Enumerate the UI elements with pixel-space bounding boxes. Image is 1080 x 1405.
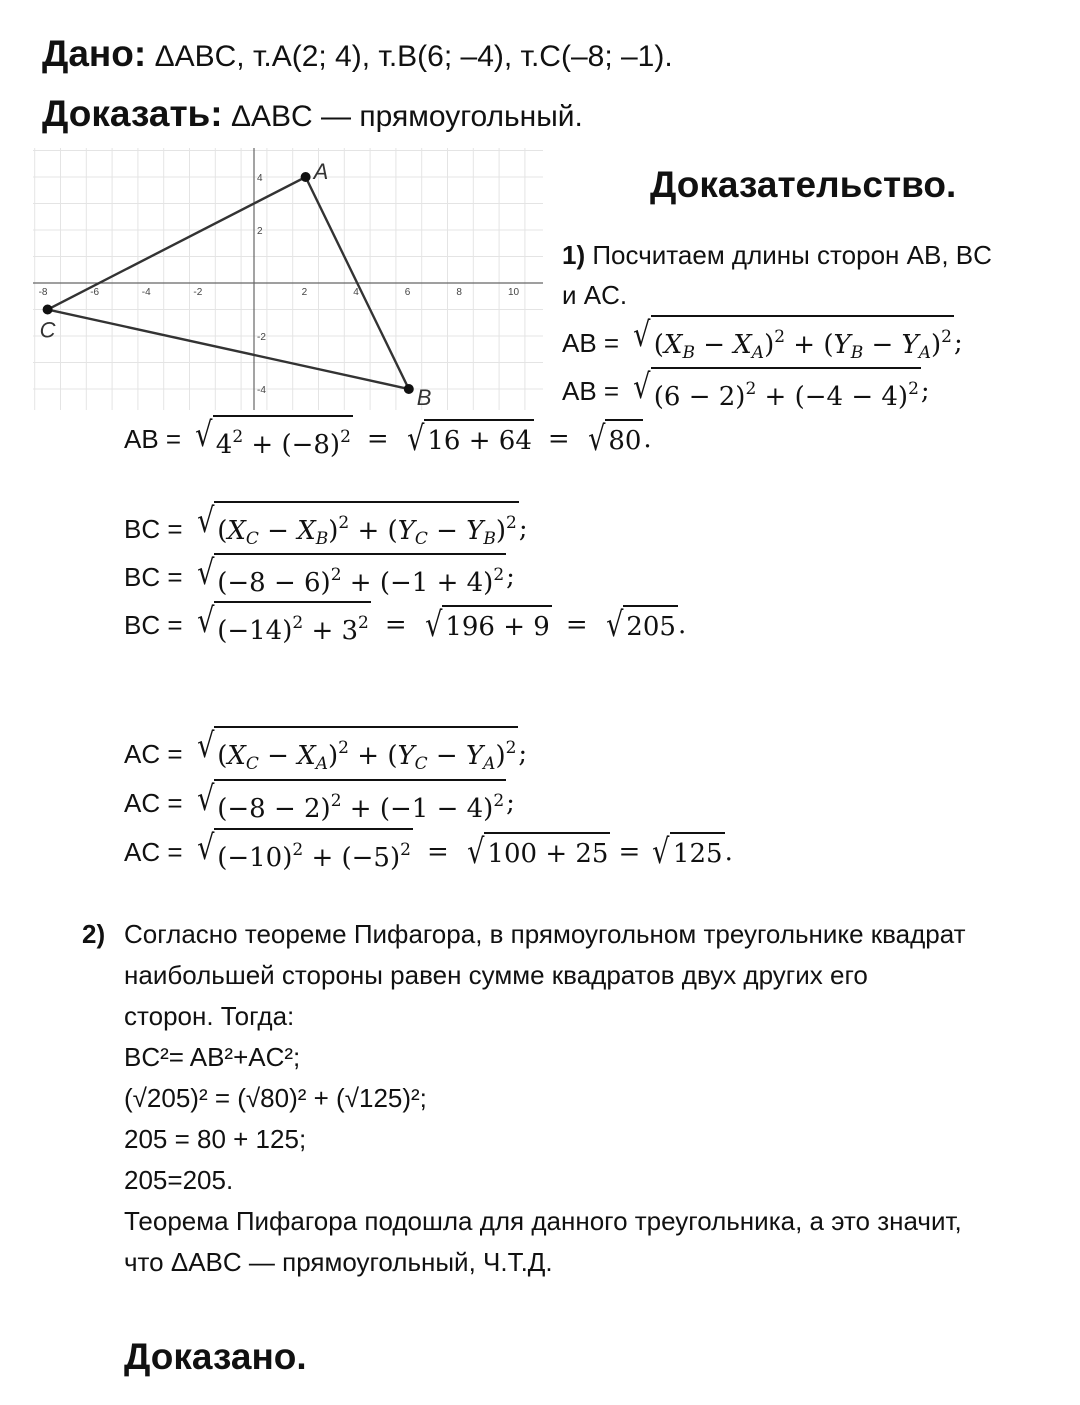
- prove-text: ΔABC — прямоугольный.: [230, 100, 583, 133]
- ab-formula-general: AB = √ $(X_B - X_A)^2 + (Y_B - Y_A)^2$ ;: [562, 320, 963, 366]
- point-label-c: C: [39, 317, 56, 343]
- given-label: Дано:: [42, 33, 147, 74]
- x-tick-label: 4: [353, 287, 359, 298]
- conclusion: Доказано.: [124, 1336, 307, 1377]
- x-tick-label: 6: [404, 287, 411, 298]
- point-label-a: A: [313, 159, 329, 184]
- step2-line: сторон. Тогда:: [124, 1001, 295, 1031]
- given-text: ΔABC, т.A(2; 4), т.B(6; –4), т.C(–8; –1).: [154, 40, 673, 73]
- step2-line: (√205)² = (√80)² + (√125)²;: [124, 1083, 427, 1113]
- ab-lhs: AB =: [562, 327, 620, 358]
- bc-formula-substituted: BC = √ $(-8 - 6)^2 + (-1 + 4)^2$ ;: [124, 554, 515, 600]
- ab-result: AB = √ $4^2 + (-8)^2$ = √ 16 + 64 = √ 80 .: [124, 416, 652, 462]
- step1-line1: [562, 235, 992, 275]
- y-tick-label: 2: [257, 226, 263, 237]
- x-tick-label: 10: [508, 287, 520, 298]
- step2-number: 2): [82, 919, 106, 949]
- step2-line: Согласно теореме Пифагора, в прямоугольном треугольнике квадрат: [124, 919, 966, 949]
- x-tick-label: 2: [301, 287, 308, 298]
- prove-label: Доказать:: [42, 93, 223, 134]
- x-tick-label: -8: [38, 287, 48, 298]
- y-tick-label: 4: [257, 173, 263, 184]
- point-label-b: B: [416, 385, 432, 410]
- step1-number: 1): [562, 240, 586, 270]
- step1-text1: Посчитаем длины сторон AB, BC: [592, 240, 992, 270]
- y-tick-label: -4: [257, 385, 266, 396]
- point-c: [43, 305, 53, 315]
- ab-general-sqrt: √ $(X_B - X_A)^2 + (Y_B - Y_A)^2$: [631, 315, 954, 371]
- bc-formula-general: BC = √ $(X_C - X_B)^2 + (Y_C - Y_B)^2$ ;: [124, 506, 528, 552]
- step2-line: Теорема Пифагора подошла для данного треугольника, а это значит,: [124, 1206, 962, 1236]
- ac-formula-general: AC = √ $(X_C - X_A)^2 + (Y_C - Y_A)^2$ ;: [124, 731, 527, 777]
- point-a: [301, 172, 311, 182]
- step1-line2: и AC.: [562, 280, 628, 310]
- step2-line: BC²= AB²+AC²;: [124, 1042, 301, 1072]
- x-tick-label: -4: [141, 287, 151, 298]
- step2-paragraph: [124, 914, 966, 1283]
- step2-line: что ΔABC — прямоугольный, Ч.Т.Д.: [124, 1247, 553, 1277]
- ab-formula-substituted: AB = √ $(6 - 2)^2 + (-4 - 4)^2$ ;: [562, 368, 930, 414]
- step2-line: 205 = 80 + 125;: [124, 1124, 307, 1154]
- ac-formula-substituted: AC = √ $(-8 - 2)^2 + (-1 - 4)^2$ ;: [124, 780, 515, 826]
- step2-line: наибольшей стороны равен сумме квадратов двух других его: [124, 960, 868, 990]
- point-b: [404, 384, 414, 394]
- x-tick-label: -2: [193, 287, 203, 298]
- x-tick-label: 8: [456, 287, 462, 298]
- coordinate-figure: [33, 148, 543, 410]
- ac-result: AC = √ $(-10)^2 + (-5)^2$ = √ 100 + 25 = √ 125 .: [124, 829, 733, 875]
- given-line: [42, 34, 673, 77]
- proof-title: Доказательство.: [650, 164, 957, 205]
- step2-line: 205=205.: [124, 1165, 234, 1195]
- prove-line: [42, 94, 583, 137]
- triangle: [40, 159, 432, 410]
- bc-result: BC = √ $(-14)^2 + 3^2$ = √ 196 + 9 = √ 205 .: [124, 602, 686, 648]
- x-tick-label: -6: [90, 287, 100, 298]
- y-tick-label: -2: [257, 332, 266, 343]
